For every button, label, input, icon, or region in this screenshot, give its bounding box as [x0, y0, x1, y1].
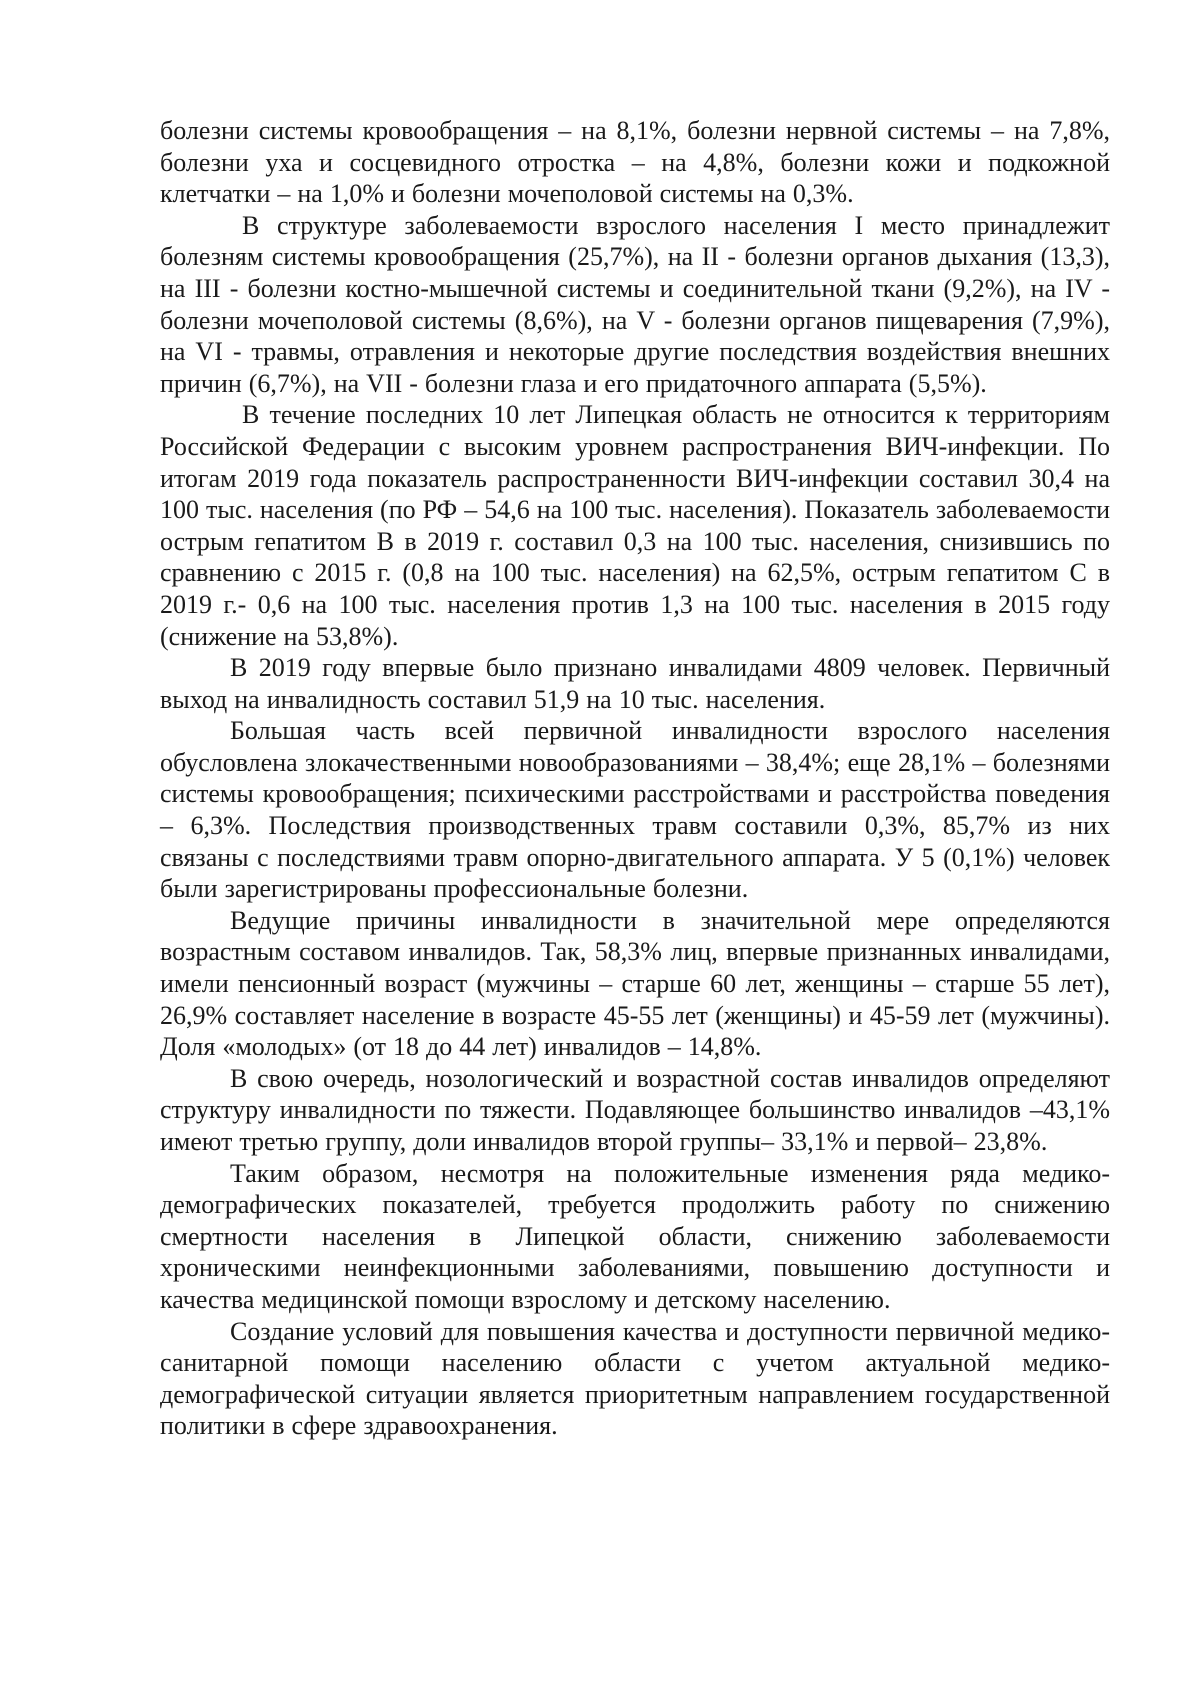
paragraph-disability-2019: В 2019 году впервые было признано инвалидами 4809 человек. Первичный выход на инвалидность составил 51,9 на 10 тыс. населения.	[160, 653, 1110, 714]
paragraph-hiv-hepatitis: В течение последних 10 лет Липецкая область не относится к территориям Российской Федерации с высоким уровнем распространения ВИЧ-инфекции. По итогам 2019 года показатель распространенности ВИЧ-инфекции составил 30,4 на 100 тыс. населения (по РФ – 54,6 на 100 тыс. населения). Показатель заболеваемости острым гепатитом В в 2019 г. составил 0,3 на 100 тыс. населения, снизившись по сравнению с 2015 г. (0,8 на 100 тыс. населения) на 62,5%, острым гепатитом С в 2019 г.- 0,6 на 100 тыс. населения против 1,3 на 100 тыс. населения в 2015 году (снижение на 53,8%).	[160, 400, 1110, 651]
document-page	[160, 115, 1110, 1442]
paragraph-conclusion: Таким образом, несмотря на положительные изменения ряда медико-демографических показателей, требуется продолжить работу по снижению смертности населения в Липецкой области, снижению заболеваемости хроническими неинфекционными заболеваниями, повышению доступности и качества медицинской помощи взрослому и детскому населению.	[160, 1158, 1110, 1314]
paragraph-adult-morbidity-structure: В структуре заболеваемости взрослого населения I место принадлежит болезням системы кровообращения (25,7%), на II - болезни органов дыхания (13,3), на III - болезни костно-мышечной системы и соединительной ткани (9,2%), на IV - болезни мочеполовой системы (8,6%), на V - болезни органов пищеварения (7,9%), на VI - травмы, отравления и некоторые другие последствия воздействия внешних причин (6,7%), на VII - болезни глаза и его придаточного аппарата (5,5%).	[160, 210, 1110, 398]
paragraph-disease-growth-continued: болезни системы кровообращения – на 8,1%, болезни нервной системы – на 7,8%, болезни уха и сосцевидного отростка – на 4,8%, болезни кожи и подкожной клетчатки – на 1,0% и болезни мочеполовой системы на 0,3%.	[160, 116, 1110, 209]
paragraph-disability-age: Ведущие причины инвалидности в значительной мере определяются возрастным составом инвалидов. Так, 58,3% лиц, впервые признанных инвалидами, имели пенсионный возраст (мужчины – старше 60 лет, женщины – старше 55 лет), 26,9% составляет население в возрасте 45-55 лет (женщины) и 45-59 лет (мужчины). Доля «молодых» (от 18 до 44 лет) инвалидов – 14,8%.	[160, 905, 1110, 1062]
paragraph-disability-causes: Большая часть всей первичной инвалидности взрослого населения обусловлена злокачественными новообразованиями – 38,4%; еще 28,1% – болезнями системы кровообращения; психическими расстройствами и расстройства поведения – 6,3%. Последствия производственных травм составили 0,3%, 85,7% из них связаны с последствиями травм опорно-двигательного аппарата. У 5 (0,1%) человек были зарегистрированы профессиональные болезни.	[160, 716, 1110, 904]
paragraph-primary-care-priority: Создание условий для повышения качества и доступности первичной медико-санитарной помощи населению области с учетом актуальной медико-демографической ситуации является приоритетным направлением государственной политики в сфере здравоохранения.	[160, 1316, 1110, 1441]
paragraph-disability-severity: В свою очередь, нозологический и возрастной состав инвалидов определяют структуру инвалидности по тяжести. Подавляющее большинство инвалидов –43,1% имеют третью группу, доли инвалидов второй группы– 33,1% и первой– 23,8%.	[160, 1063, 1110, 1156]
